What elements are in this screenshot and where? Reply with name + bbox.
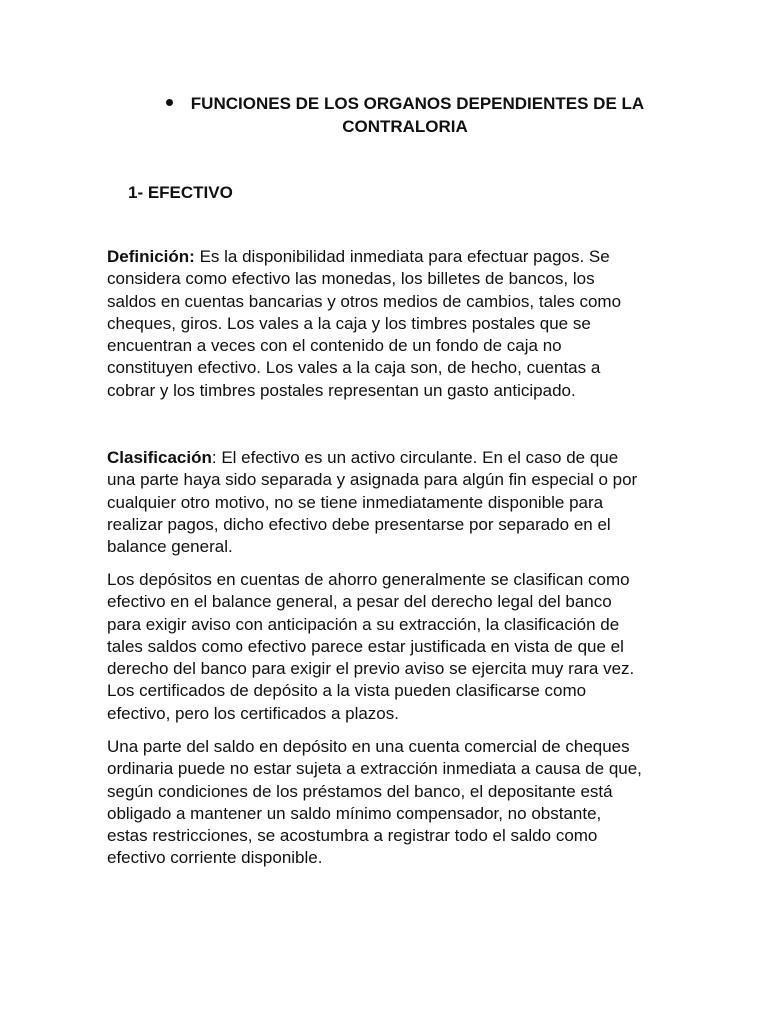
paragraph-line: encuentran a veces con el contenido de un fondo de caja no [107, 336, 562, 356]
paragraph-line: para exigir aviso con anticipación a su extracción, la clasificación de [107, 614, 620, 634]
definicion-line-text: Es la disponibilidad inmediata para efectuar pagos. Se [194, 247, 610, 266]
paragraph-line: considera como efectivo las monedas, los billetes de bancos, los [107, 269, 595, 289]
paragraph-saldo [107, 736, 667, 870]
paragraph-line: realizar pagos, dicho efectivo debe presentarse por separado en el [107, 514, 611, 534]
paragraph-line: efectivo corriente disponible. [107, 848, 323, 868]
paragraph-line: cobrar y los timbres postales representan un gasto anticipado. [107, 380, 576, 400]
paragraph-line: cualquier otro motivo, no se tiene inmediatamente disponible para [107, 492, 604, 512]
paragraph-line: constituyen efectivo. Los vales a la caja son, de hecho, cuentas a [107, 358, 601, 378]
paragraph-line: estas restricciones, se acostumbra a registrar todo el saldo como [107, 826, 598, 846]
title-line-2: CONTRALORIA [342, 117, 468, 136]
title-line-1 [140, 92, 670, 115]
paragraph-line: Los depósitos en cuentas de ahorro generalmente se clasifican como [107, 570, 630, 589]
paragraph-line [107, 447, 667, 469]
paragraph-line: derecho del banco para exigir el previo aviso se ejercita muy rara vez. [107, 659, 635, 679]
paragraph-line: efectivo, pero los certificados a plazos. [107, 703, 399, 723]
paragraph-line: efectivo en el balance general, a pesar del derecho legal del banco [107, 592, 612, 612]
paragraph-line: tales saldos como efectivo parece estar justificada en vista de que el [107, 636, 624, 656]
paragraph-depositos [107, 569, 667, 725]
clasificacion-line-text: : El efectivo es un activo circulante. En el caso de que [211, 448, 619, 467]
paragraph-definicion [107, 246, 667, 402]
section-heading: 1- EFECTIVO [128, 183, 233, 202]
paragraph-line: Una parte del saldo en depósito en una cuenta comercial de cheques [107, 737, 630, 756]
paragraph-clasificacion [107, 447, 667, 558]
paragraph-line: Los certificados de depósito a la vista pueden clasificarse como [107, 681, 587, 701]
title-line-1-text: FUNCIONES DE LOS ORGANOS DEPENDIENTES DE LA [190, 94, 645, 113]
paragraph-line: ordinaria puede no estar sujeta a extracción inmediata a causa de que, [107, 759, 642, 779]
paragraph-line: según condiciones de los préstamos del banco, el depositante está [107, 781, 613, 801]
paragraph-line [107, 246, 667, 268]
paragraph-line: cheques, giros. Los vales a la caja y los timbres postales que se [107, 313, 591, 333]
bullet-icon [166, 99, 173, 106]
clasificacion-label: Clasificación [107, 448, 212, 467]
paragraph-line: obligado a mantener un saldo mínimo compensador, no obstante, [107, 803, 602, 823]
paragraph-line: saldos en cuentas bancarias y otros medios de cambios, tales como [107, 291, 622, 311]
paragraph-line: balance general. [107, 537, 233, 557]
definicion-label: Definición: [107, 247, 195, 266]
document-title [140, 92, 670, 138]
paragraph-line: una parte haya sido separada y asignada para algún fin especial o por [107, 470, 638, 490]
